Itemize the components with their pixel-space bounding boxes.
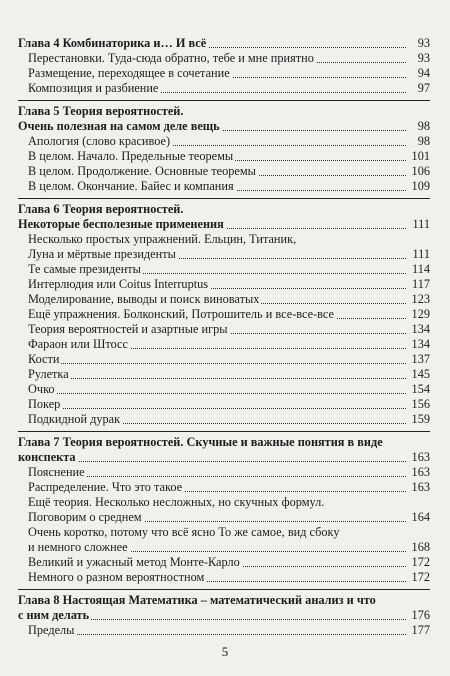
toc-section-entry[interactable] [18,51,430,66]
toc-entry-title: Некоторые бесполезные применения [18,217,224,231]
toc-section-entry[interactable] [18,510,430,525]
toc-entry-title: Перестановки. Туда-сюда обратно, тебе и мне приятно [28,51,314,65]
toc-page-number: 172 [411,555,430,569]
toc-page-number: 93 [417,36,430,50]
toc-section-entry[interactable] [18,465,430,480]
toc-entry-title: Апология (слово красивое) [28,134,171,148]
toc-entry-title: Глава 8 Настоящая Математика – математический анализ и что [18,593,376,607]
toc-chapter-entry[interactable] [18,119,430,134]
toc-entry-title: В целом. Окончание. Байес и компания [28,179,234,193]
toc-section-entry[interactable] [18,179,430,194]
toc-entry-title: Ещё теория. Несколько несложных, но скучных формул. [28,495,325,509]
toc-section-entry[interactable] [18,495,430,510]
chapter-divider [18,198,430,199]
toc-page-number: 156 [411,397,430,411]
page-number: 5 [221,644,229,659]
toc-entry-title: В целом. Продолжение. Основные теоремы [28,164,256,178]
toc-page-number: 159 [411,412,430,426]
toc-page-number: 134 [411,322,430,336]
toc-section-entry[interactable] [18,525,430,540]
toc-section-entry[interactable] [18,149,430,164]
toc-entry-title: Композиция и разбиение [28,81,159,95]
toc-entry-title: Теория вероятностей и азартные игры [28,322,228,336]
toc-page-number: 109 [411,179,430,193]
toc-entry-title: Покер [28,397,61,411]
toc-section-entry[interactable] [18,81,430,96]
toc-page-number: 134 [411,337,430,351]
toc-entry-title: Глава 7 Теория вероятностей. Скучные и важные понятия в виде [18,435,383,449]
toc-section-entry[interactable] [18,367,430,382]
toc-entry-title: Глава 6 Теория вероятностей. [18,202,184,216]
chapter-divider [18,431,430,432]
toc-entry-title: Несколько простых упражнений. Ельцин, Титаник, [28,232,297,246]
toc-page-number: 163 [411,465,430,479]
toc-section-entry[interactable] [18,307,430,322]
toc-page-number: 163 [411,480,430,494]
toc-page-number: 111 [412,217,430,231]
toc-section-entry[interactable] [18,412,430,427]
toc-page-number: 97 [417,81,430,95]
toc-section-entry[interactable] [18,232,430,247]
toc-entry-title: Глава 4 Комбинаторика и… И всё [18,36,207,50]
toc-page-number: 94 [417,66,430,80]
toc-entry-title: Распределение. Что это такое [28,480,183,494]
toc-page-number: 101 [411,149,430,163]
toc-entry-title: конспекта [18,450,76,464]
toc-page-number: 154 [411,382,430,396]
toc-page-number: 137 [411,352,430,366]
toc-page-number: 145 [411,367,430,381]
toc-page-number: 163 [411,450,430,464]
toc-section-entry[interactable] [18,480,430,495]
toc-entry-title: Очень коротко, потому что всё ясно То же самое, вид сбоку [28,525,340,539]
toc-entry-title: Очко [28,382,55,396]
toc-entry-title: с ним делать [18,608,90,622]
toc-section-entry[interactable] [18,540,430,555]
toc-chapter-entry[interactable] [18,450,430,465]
toc-section-entry[interactable] [18,555,430,570]
toc-entry-title: В целом. Начало. Предельные теоремы [28,149,234,163]
toc-page-number: 177 [411,623,430,637]
toc-entry-title: Подкидной дурак [28,412,121,426]
toc-section-entry[interactable] [18,337,430,352]
toc-section-entry[interactable] [18,277,430,292]
toc-page-number: 164 [411,510,430,524]
toc-entry-title: Очень полезная на самом деле вещь [18,119,220,133]
toc-entry-title: Немного о разном вероятностном [28,570,205,584]
toc-entry-title: Те самые президенты [28,262,141,276]
toc-entry-title: Фараон или Штосс [28,337,128,351]
toc-section-entry[interactable] [18,134,430,149]
toc-page-number: 172 [411,570,430,584]
toc-entry-title: Великий и ужасный метод Монте-Карло [28,555,240,569]
toc-page-number: 168 [411,540,430,554]
toc-chapter-entry[interactable] [18,217,430,232]
toc-chapter-entry[interactable] [18,608,430,623]
toc-section-entry[interactable] [18,262,430,277]
toc-page-number: 93 [417,51,430,65]
toc-section-entry[interactable] [18,322,430,337]
toc-section-entry[interactable] [18,623,430,638]
toc-section-entry[interactable] [18,66,430,81]
toc-entry-title: Интерлюдия или Coitus Interruptus [28,277,209,291]
toc-entry-title: Ещё упражнения. Болконский, Потрошитель и все-все-все [28,307,334,321]
toc-section-entry[interactable] [18,164,430,179]
chapter-divider [18,589,430,590]
toc-entry-title: Моделирование, выводы и поиск виноватых [28,292,260,306]
toc-page-number: 111 [412,247,430,261]
toc-entry-title: Рулетка [28,367,69,381]
toc-page-number: 129 [411,307,430,321]
toc-section-entry[interactable] [18,352,430,367]
toc-chapter-entry[interactable] [18,36,430,51]
toc-page-number: 123 [411,292,430,306]
chapter-divider [18,100,430,101]
toc-chapter-entry[interactable] [18,435,430,450]
toc-section-entry[interactable] [18,397,430,412]
toc-entry-title: Размещение, переходящее в сочетание [28,66,230,80]
toc-page-number: 114 [412,262,430,276]
toc-chapter-entry[interactable] [18,593,430,608]
toc-entry-title: Поговорим о среднем [28,510,142,524]
toc-page-number: 176 [411,608,430,622]
toc-chapter-entry[interactable] [18,104,430,119]
toc-entry-title: Глава 5 Теория вероятностей. [18,104,184,118]
toc-section-entry[interactable] [18,247,430,262]
toc-section-entry[interactable] [18,570,430,585]
toc-page-number: 106 [411,164,430,178]
toc-page-number: 117 [412,277,430,291]
toc-entry-title: и немного сложнее [28,540,128,554]
toc-section-entry[interactable] [18,292,430,307]
toc-page-number: 98 [417,119,430,133]
toc-entry-title: Пояснение [28,465,85,479]
toc-entry-title: Луна и мёртвые президенты [28,247,176,261]
table-of-contents [18,36,430,638]
toc-entry-title: Кости [28,352,60,366]
toc-chapter-entry[interactable] [18,202,430,217]
toc-section-entry[interactable] [18,382,430,397]
toc-entry-title: Пределы [28,623,75,637]
toc-page-number: 98 [417,134,430,148]
